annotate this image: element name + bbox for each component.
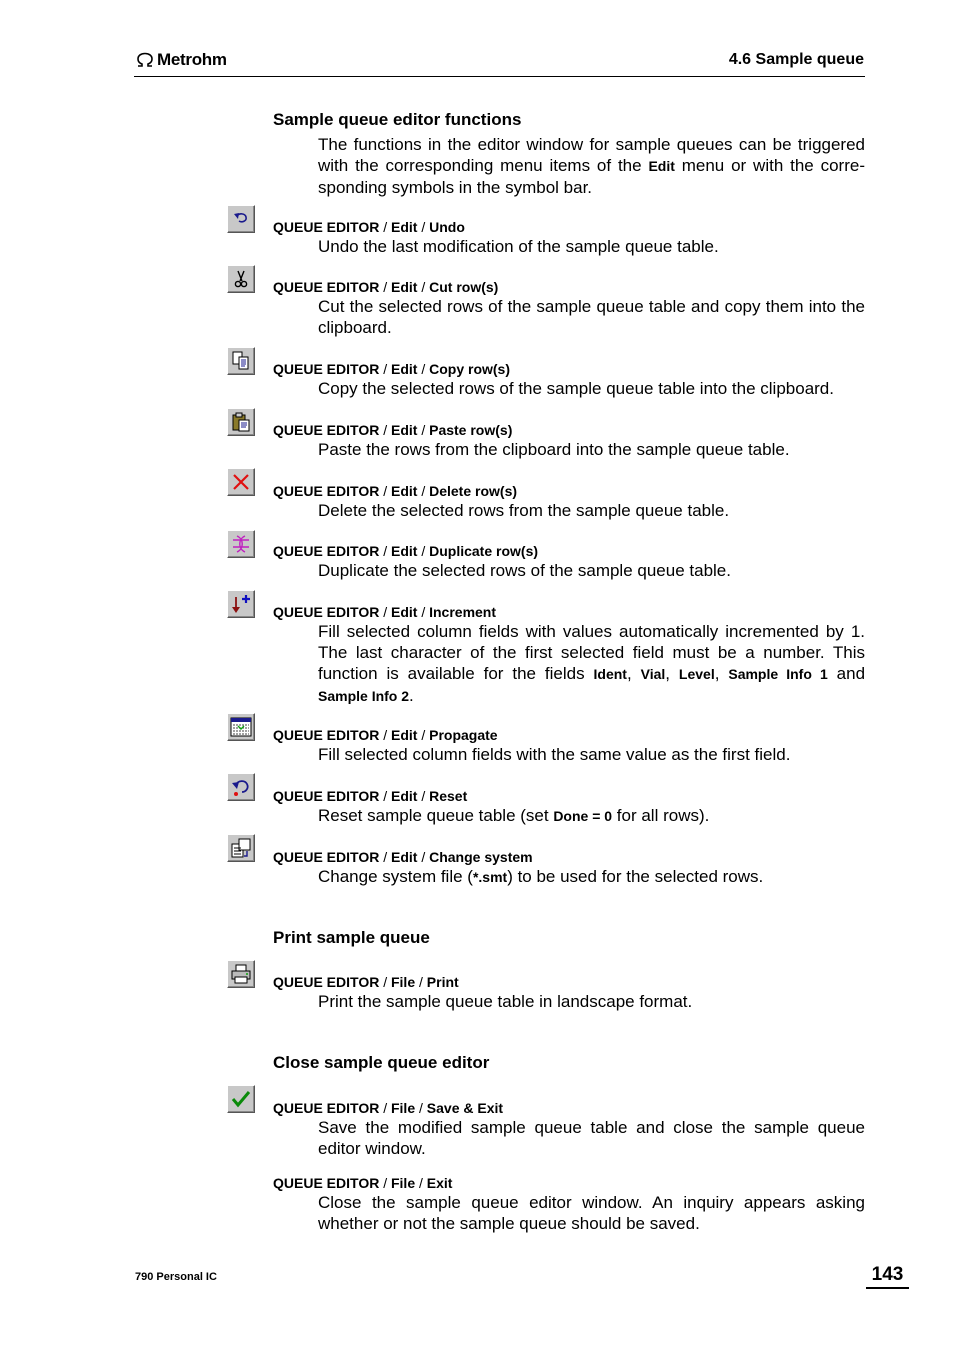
command-description: Change system file (*.smt) to be used for the selected rows. [318, 867, 764, 886]
command-exit [273, 1174, 865, 1234]
change-system-button[interactable] [227, 834, 255, 862]
menu-path: QUEUE EDITOR / File / Exit [273, 1175, 453, 1191]
change-system-icon [230, 837, 252, 859]
section-intro: The functions in the editor window for sample queues can be triggered with the corresponding menu items of the Edit menu or with the corresponding symbols in the symbol bar. [318, 135, 865, 197]
increment-button[interactable] [227, 590, 255, 618]
page-number: 143 [866, 1264, 909, 1289]
command-description: Fill selected column fields with the same value as the first field. [318, 745, 791, 764]
command-save-exit [273, 1099, 865, 1159]
command-description: Print the sample queue table in landscape format. [318, 992, 693, 1011]
menu-path: QUEUE EDITOR / Edit / Paste row(s) [273, 422, 513, 438]
menu-path: QUEUE EDITOR / Edit / Cut row(s) [273, 279, 499, 295]
copy-button[interactable] [227, 347, 255, 375]
increment-icon [230, 593, 252, 615]
command-description: Close the sample queue editor window. An inquiry appears asking whether or not the sample queue should be saved. [318, 1193, 865, 1233]
close-section [273, 1053, 865, 1073]
duplicate-icon [230, 533, 252, 555]
command-description: Duplicate the selected rows of the sample queue table. [318, 561, 731, 580]
reset-icon [230, 776, 252, 798]
command-copy [273, 360, 865, 399]
delete-x-icon [230, 471, 252, 493]
propagate-button[interactable] [227, 713, 255, 741]
section-title: 4.6 Sample queue [728, 51, 864, 68]
command-description: Reset sample queue table (set Done = 0 for all rows). [318, 806, 710, 825]
command-description: Copy the selected rows of the sample queue table into the clipboard. [318, 379, 834, 398]
menu-path: QUEUE EDITOR / Edit / Increment [273, 604, 497, 620]
menu-path: QUEUE EDITOR / File / Save & Exit [273, 1100, 504, 1116]
command-description: Delete the selected rows from the sample queue table. [318, 501, 730, 520]
delete-button[interactable] [227, 468, 255, 496]
menu-path: QUEUE EDITOR / Edit / Delete row(s) [273, 483, 518, 499]
header-rule [134, 76, 865, 77]
checkmark-icon [230, 1088, 252, 1110]
omega-logo-icon [135, 52, 155, 68]
paste-button[interactable] [227, 408, 255, 436]
menu-path: QUEUE EDITOR / Edit / Reset [273, 788, 468, 804]
paste-icon [230, 411, 252, 433]
menu-path: QUEUE EDITOR / Edit / Change system [273, 849, 533, 865]
footer-product: 790 Personal IC [135, 1271, 217, 1283]
command-description: Undo the last modification of the sample queue table. [318, 237, 719, 256]
print-section [273, 928, 865, 948]
print-button[interactable] [227, 960, 255, 988]
command-paste [273, 421, 865, 460]
brand-name: Metrohm [157, 50, 227, 69]
propagate-icon [230, 716, 252, 738]
command-description: Paste the rows from the clipboard into the sample queue table. [318, 440, 790, 459]
command-description: Fill selected column fields with values automatically incremented by 1. The last character of the first selected field must be a number. This function is available for the fields Ident, Vial, Level, Sample Info 1 and Sample Info 2. [318, 622, 866, 705]
command-change-system [273, 848, 865, 888]
menu-path: QUEUE EDITOR / Edit / Undo [273, 219, 465, 235]
reset-button[interactable] [227, 773, 255, 801]
save-exit-button[interactable] [227, 1085, 255, 1113]
command-description: Cut the selected rows of the sample queue table and copy them into the clipboard. [318, 297, 865, 337]
printer-icon [230, 963, 252, 985]
scissors-icon [230, 268, 252, 290]
menu-path: QUEUE EDITOR / Edit / Propagate [273, 727, 498, 743]
command-delete [273, 482, 865, 521]
copy-icon [230, 350, 252, 372]
undo-button[interactable] [227, 205, 255, 233]
command-description: Save the modified sample queue table and close the sample queue editor window. [318, 1118, 865, 1158]
command-cut [273, 278, 865, 338]
command-reset [273, 787, 865, 827]
command-propagate [273, 726, 865, 765]
menu-path: QUEUE EDITOR / Edit / Copy row(s) [273, 361, 510, 377]
menu-path: QUEUE EDITOR / Edit / Duplicate row(s) [273, 543, 539, 559]
command-print [273, 973, 865, 1012]
command-undo [273, 218, 865, 257]
duplicate-button[interactable] [227, 530, 255, 558]
section-heading: Close sample queue editor [273, 1053, 490, 1072]
undo-icon [230, 208, 252, 230]
brand-logo [135, 50, 227, 70]
command-duplicate [273, 542, 865, 581]
command-increment [273, 603, 865, 707]
cut-button[interactable] [227, 265, 255, 293]
section-heading: Sample queue editor functions [273, 110, 522, 129]
menu-path: QUEUE EDITOR / File / Print [273, 974, 459, 990]
section-heading: Print sample queue [273, 928, 430, 947]
editor-functions-section [273, 110, 865, 198]
